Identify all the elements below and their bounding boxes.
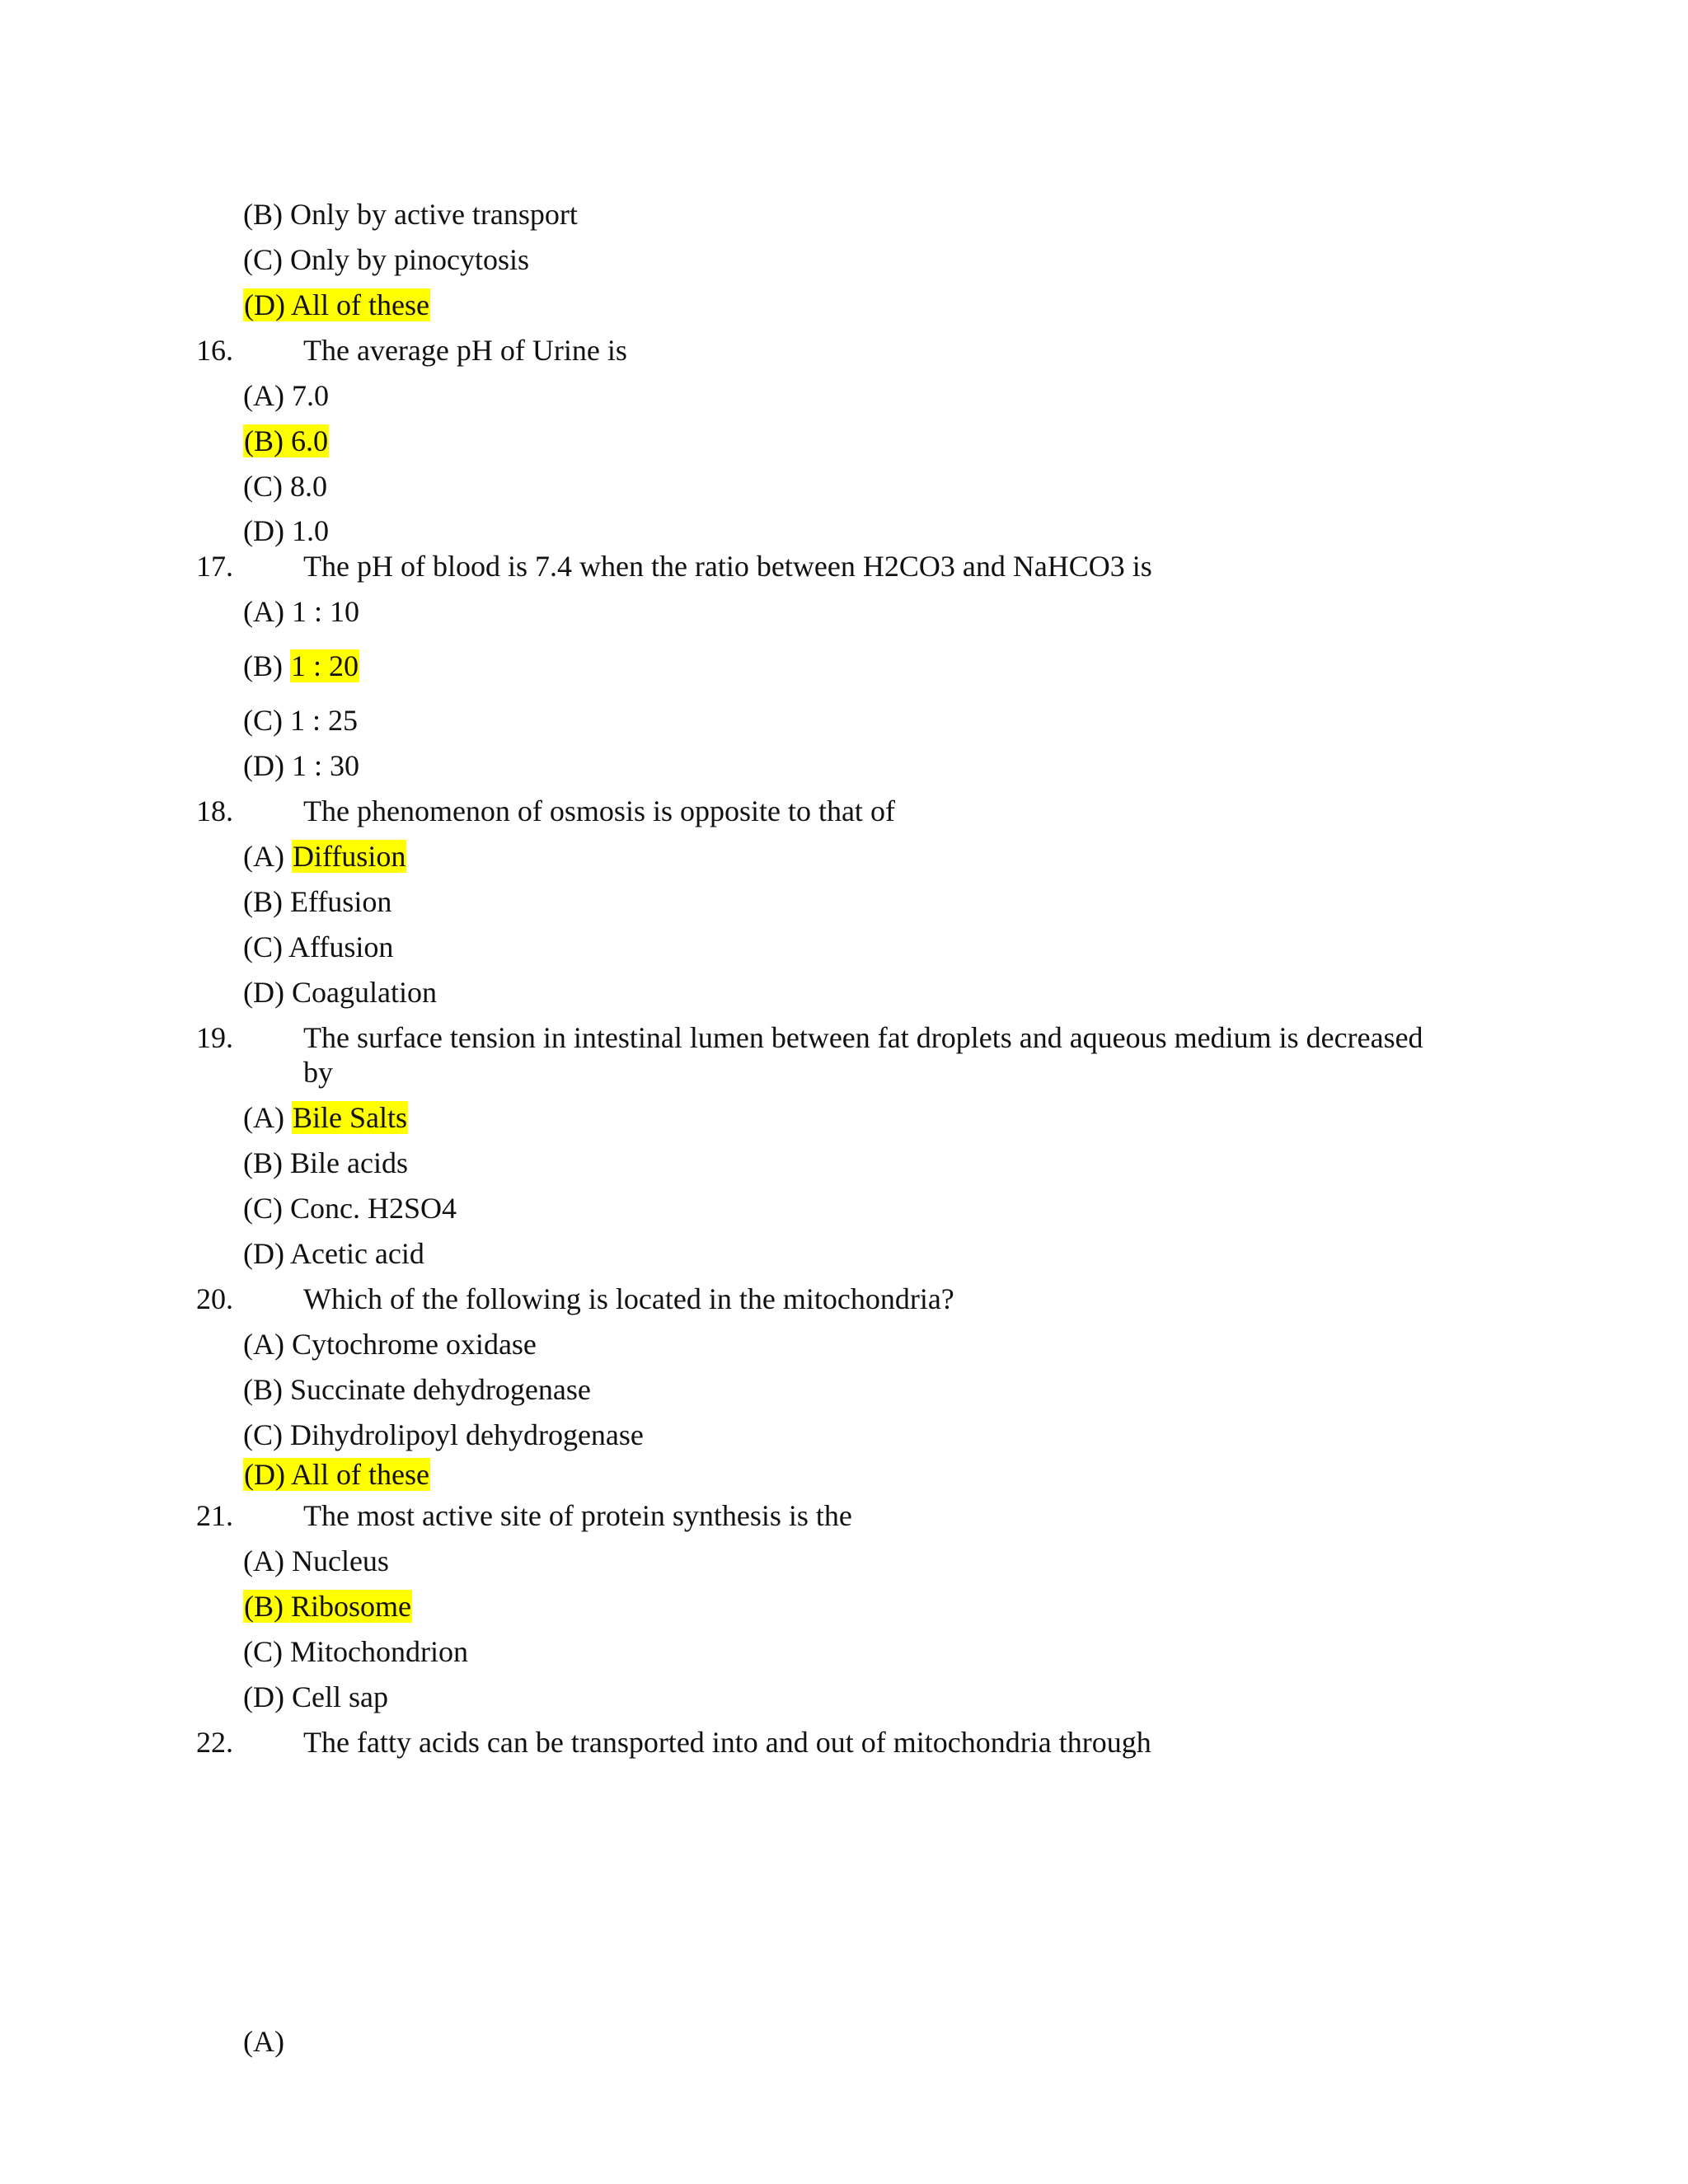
question-17-text: The pH of blood is 7.4 when the ratio between H2CO3 and NaHCO3 is: [303, 550, 1152, 583]
option-19-a: [243, 1099, 408, 1136]
question-20-number: 20.: [196, 1282, 233, 1315]
option-prefix: (B): [243, 649, 290, 682]
option-15-c: (C) Only by pinocytosis: [243, 243, 529, 276]
highlighted-answer: (B) Ribosome: [244, 1590, 411, 1623]
option-20-a: (A) Cytochrome oxidase: [243, 1328, 537, 1361]
question-22-number: 22.: [196, 1726, 233, 1759]
highlighted-answer: 1 : 20: [291, 649, 359, 682]
question-21-number: 21.: [196, 1499, 233, 1532]
option-18-d: (D) Coagulation: [243, 976, 437, 1009]
option-16-b: [243, 423, 329, 459]
option-21-a: (A) Nucleus: [243, 1544, 389, 1577]
question-18-text: The phenomenon of osmosis is opposite to that of: [303, 794, 895, 827]
question-16-text: The average pH of Urine is: [303, 334, 627, 367]
highlighted-answer: (D) All of these: [244, 1458, 429, 1491]
highlighted-answer: Bile Salts: [292, 1101, 407, 1134]
option-19-c: (C) Conc. H2SO4: [243, 1192, 457, 1225]
option-prefix: (A): [243, 1101, 292, 1134]
option-18-b: (B) Effusion: [243, 885, 392, 918]
question-16-number: 16.: [196, 334, 233, 367]
option-21-b: [243, 1588, 412, 1624]
question-18-number: 18.: [196, 794, 233, 827]
option-18-c: (C) Affusion: [243, 930, 394, 963]
question-19-text-continued: by: [303, 1056, 333, 1089]
option-prefix: (A): [243, 840, 292, 873]
option-15-d: [243, 287, 430, 323]
question-21-text: The most active site of protein synthesis is the: [303, 1499, 852, 1532]
highlighted-answer: (B) 6.0: [244, 424, 328, 457]
option-15-b: (B) Only by active transport: [243, 198, 578, 231]
option-20-d: [243, 1456, 430, 1493]
question-19-text: The surface tension in intestinal lumen between fat droplets and aqueous medium is decreased: [303, 1021, 1423, 1054]
option-20-c: (C) Dihydrolipoyl dehydrogenase: [243, 1418, 644, 1451]
highlighted-answer: Diffusion: [292, 840, 406, 873]
option-16-d: (D) 1.0: [243, 514, 329, 547]
option-21-d: (D) Cell sap: [243, 1680, 388, 1713]
option-17-c: (C) 1 : 25: [243, 704, 358, 737]
option-17-d: (D) 1 : 30: [243, 749, 359, 782]
question-19-number: 19.: [196, 1021, 233, 1054]
option-16-c: (C) 8.0: [243, 470, 327, 503]
option-19-d: (D) Acetic acid: [243, 1237, 424, 1270]
option-17-a: (A) 1 : 10: [243, 595, 359, 628]
option-17-b: [243, 648, 359, 684]
option-18-a: [243, 838, 406, 874]
option-16-a: (A) 7.0: [243, 379, 329, 412]
option-22-a: (A): [243, 2025, 284, 2058]
option-19-b: (B) Bile acids: [243, 1146, 408, 1179]
question-17-number: 17.: [196, 550, 233, 583]
option-20-b: (B) Succinate dehydrogenase: [243, 1373, 591, 1406]
highlighted-answer: (D) All of these: [244, 288, 429, 321]
question-22-text: The fatty acids can be transported into and out of mitochondria through: [303, 1726, 1151, 1759]
option-21-c: (C) Mitochondrion: [243, 1635, 468, 1668]
question-20-text: Which of the following is located in the mitochondria?: [303, 1282, 954, 1315]
